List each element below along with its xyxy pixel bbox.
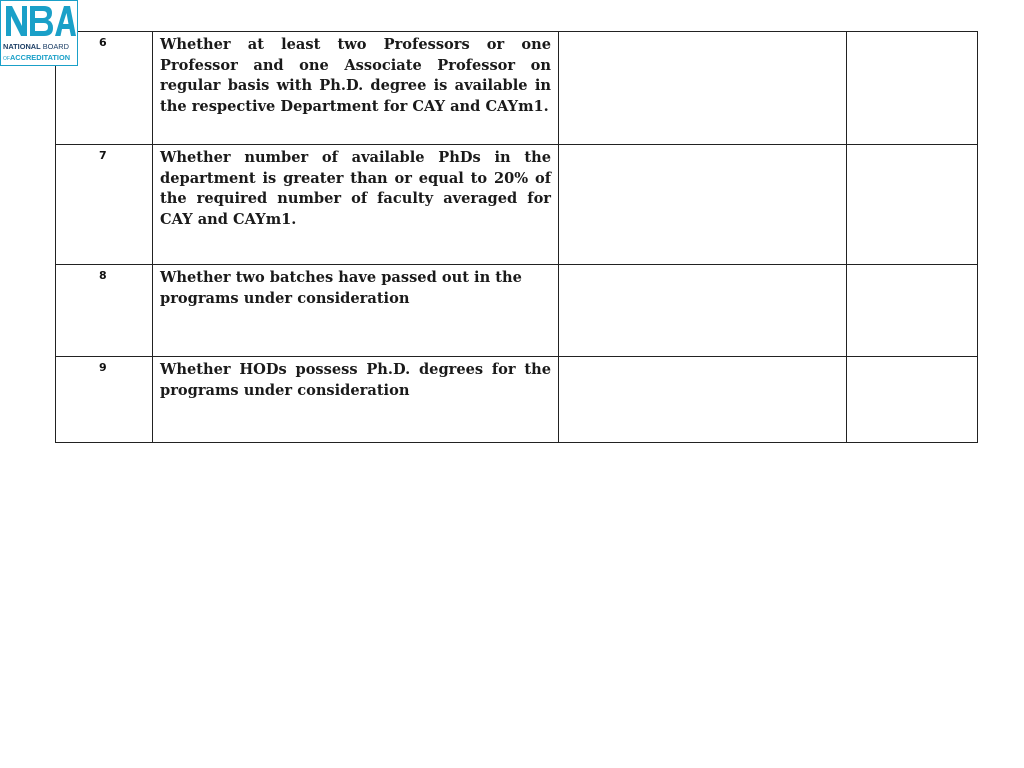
remarks-cell bbox=[847, 32, 978, 145]
logo-line1: NATIONAL BOARD bbox=[3, 42, 69, 51]
criterion-text: Whether at least two Professors or one Professor and one Associate Professor on regular basis with Ph.D. degree is available in the respective Department for CAY and CAYm1. bbox=[153, 32, 559, 145]
table-row bbox=[56, 265, 978, 357]
remarks-cell bbox=[847, 357, 978, 443]
criterion-text: Whether number of available PhDs in the department is greater than or equal to 20% of the required number of faculty averaged for CAY and CAYm1. bbox=[153, 145, 559, 265]
table-row bbox=[56, 145, 978, 265]
criterion-text: Whether HODs possess Ph.D. degrees for the programs under consideration bbox=[153, 357, 559, 443]
row-number: 8 bbox=[56, 265, 153, 357]
criteria-table bbox=[55, 31, 978, 443]
remarks-cell bbox=[847, 145, 978, 265]
response-cell bbox=[559, 145, 847, 265]
nba-logo bbox=[0, 0, 78, 66]
logo-line2: OFACCREDITATION bbox=[3, 53, 71, 62]
table-row bbox=[56, 357, 978, 443]
row-number: 7 bbox=[56, 145, 153, 265]
response-cell bbox=[559, 32, 847, 145]
nba-logo-icon bbox=[0, 0, 78, 66]
row-number: 6 bbox=[56, 32, 153, 145]
remarks-cell bbox=[847, 265, 978, 357]
criterion-text: Whether two batches have passed out in the programs under consideration bbox=[153, 265, 559, 357]
response-cell bbox=[559, 265, 847, 357]
response-cell bbox=[559, 357, 847, 443]
table-row bbox=[56, 32, 978, 145]
row-number: 9 bbox=[56, 357, 153, 443]
